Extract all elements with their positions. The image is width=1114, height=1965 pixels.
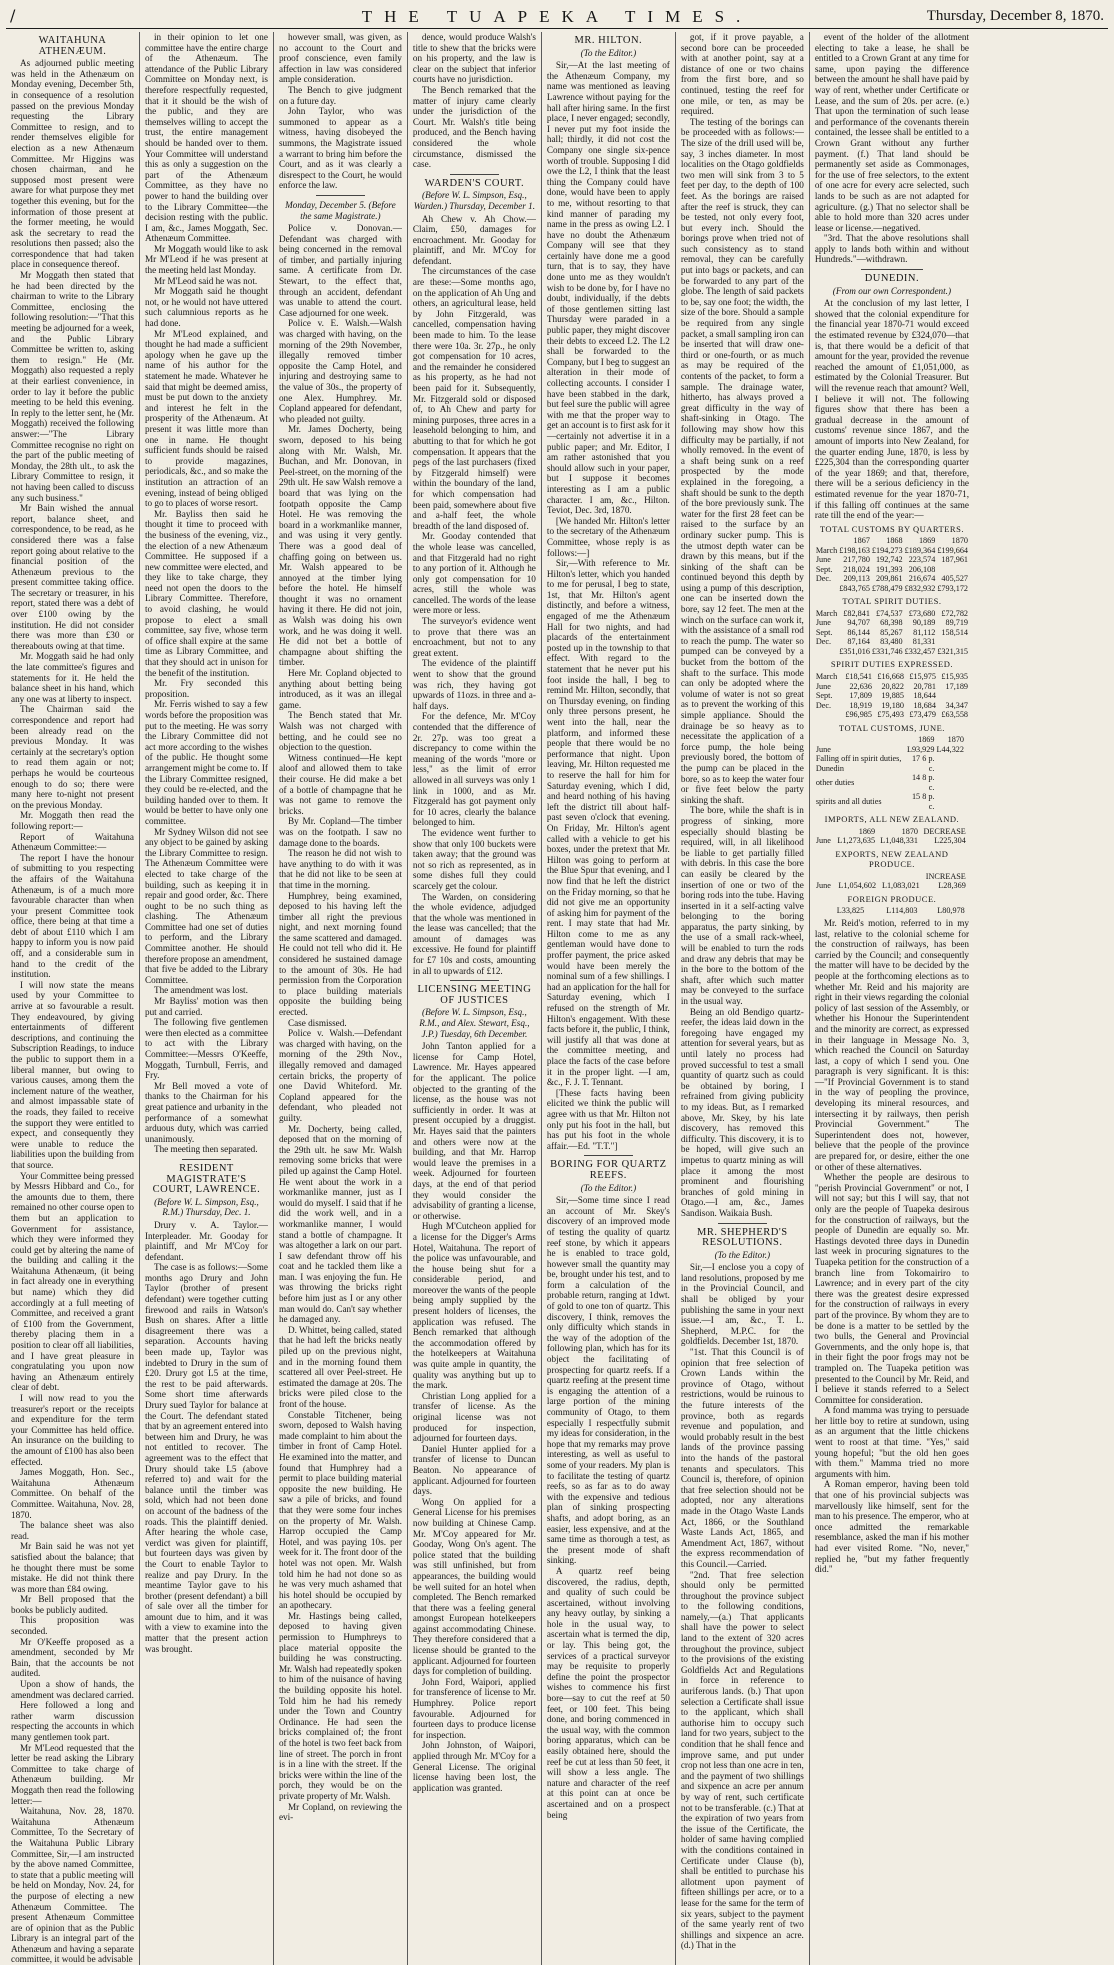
- table-cell: 17,189: [945, 681, 969, 691]
- table-cell: 22,636: [849, 681, 872, 691]
- table-cell: £75,493: [877, 710, 904, 719]
- table-header-cell: [815, 735, 904, 745]
- paragraph: Sir,—Some time since I read an account of Mr. Skey's discovery of an improved mode of testing the quality of quartz reef stone, by which it appears he is enabled to trace gold, however small the quantity may be, brought under his test, and to form a calculation of the probable return, ranging at 1dwt. of gold to one ton of quartz. This discovery, I think, removes the only difficulty which stands in the way of the adoption of the following plan, which has for its object the facilitating of prospecting for quartz reefs. If a quartz reefing at the present time is engaging the attention of a large portion of the mining community of Otago, to them especially I respectfully submit my ideas for consideration, in the hope that my remarks may prove interesting, as well as useful to some of your readers. My plan is to facilitate the testing of quartz reefs, so as far as to do away with the expensive and tedious plan of sinking prospecting shafts, and adopt boring, as an easier, less expensive, and at the same time as thorough a test, as the present mode of shaft sinking.: [546, 1195, 670, 1566]
- table-header-cell: 1870: [951, 536, 969, 546]
- section-rule: [718, 1223, 767, 1224]
- table-cell: 19,180: [881, 700, 904, 710]
- table-header-cell: 1868: [886, 536, 903, 546]
- table-cell: 86,144: [847, 627, 870, 637]
- table-cell: £15,975: [909, 672, 936, 681]
- paragraph: D. Whittet, being called, stated that he had left the bricks neatly piled up on the previous night, and in the morning found them scattered all over Peel-street. He estimated the damage at 20s. The bricks were piled close to the front of the house.: [278, 1324, 402, 1409]
- statistics-table: [815, 827, 969, 846]
- article-heading: LICENSING MEETING OF JUSTICES: [417, 984, 532, 1006]
- paragraph: John Ford, Waipori, applied for transference of license to Mr. Humphrey. Police report favourable. Adjourned for fourteen days to produce license for inspection.: [412, 1676, 536, 1740]
- paragraph: The evidence of the plaintiff went to show that the ground was rich, they having got upwards of 11ozs. in three and a-half days.: [412, 658, 536, 711]
- table-cell: [936, 637, 969, 647]
- table-cell: £331,746: [871, 646, 903, 656]
- table-header-cell: 1867: [853, 536, 870, 546]
- issue-date: Thursday, December 8, 1870.: [926, 8, 1104, 24]
- paragraph: Mr. Ferris wished to say a few words before the proposition was put to the meeting. He was sorry the Library Committee did not act more according to the wishes of the public. He thought some arrangement might be come to. If the Library Committee resigned, they could be re-elected, and the building handed over to them. It would be better to have only one committee.: [144, 699, 268, 826]
- paragraph: [We handed Mr. Hilton's letter to the secretary of the Athenæum Committee, whose reply is as follows:—]: [546, 515, 670, 558]
- table-cell: 94,707: [847, 618, 870, 628]
- article-subheading: (To the Editor.): [714, 1249, 771, 1260]
- table-cell: 81,112: [913, 627, 936, 637]
- table-row: [815, 637, 969, 647]
- statistics-table: [815, 672, 969, 720]
- paragraph: James Moggath, Hon. Sec., Waitahuna Athenæum Committee. On behalf of the Committee. Waitahuna, Nov. 28, 1870.: [11, 1467, 134, 1520]
- paragraph: Your Committee being pressed by Messrs Hibbard and Co., for the amounts due to them, there remained no other course open to them but an application to Government for assistance, which they were informed they could get by altering the name of the building and calling it the Waitahuna Athenæum, (it being in fact already one in everything but name) which they did accordingly at a full meeting of Committee, and received a grant of £100 from the Government, thereby placing them in a position to clear off all liabilities, and I have great pleasure in congratulating you upon now having an Athenæum entirely clear of debt.: [11, 1170, 134, 1393]
- statistics-table: [815, 536, 969, 593]
- column-5: [542, 32, 676, 1965]
- table-cell: 68,398: [880, 618, 903, 628]
- table-cell: L1,273,635: [837, 836, 876, 846]
- paragraph: Mr. Reid's motion, referred to in my last, relative to the colonial scheme for the construction of railways, has been carried by the Council; and consequently the matter will have to be decided by the people at the forthcoming elections as to whether Mr. Reid and his majority are right in their views regarding the colonial policy of last session of the Assembly, or whether his Honour the Superintendent and the minority are correct, as expressed in their language in Message No. 3, which reached the Council on Saturday last, a copy of which I send you. One paragraph is very significant. It is this:—"If Provincial Government is to stand in the way of peopling the province, developing its mineral resources, and intersecting it by railways, then perish Provincial Government." The Superintendent does not, however, believe that the people of the province are prepared for, or desire, either the one or other of these alternatives.: [814, 917, 970, 1172]
- table-header-cell: INCREASE: [925, 871, 966, 881]
- table-cell: £63,558: [941, 710, 969, 719]
- table-cell: L1,054,602: [838, 881, 877, 891]
- paragraph: Here followed a long and rather warm discussion respecting the accounts in which many gentlemen took part.: [11, 1700, 134, 1742]
- table-cell: 18,684: [913, 700, 936, 710]
- article-subheading: (From our own Correspondent.): [832, 285, 952, 296]
- paragraph: in their opinion to let one committee have the entire charge of the Athenæum. The attendance of the Public Library Committee on Monday next, is therefore respectfully requested, that it it should be the wish of the public, and they are themselves willing to accept the trust, the entire management should be handed over to them. Your Committee will understand this as only a suggestion on the part of the Athenæum Committee, as they have no power to hand the building over to the Library Committee—the decision resting with the public. I am, &c., James Moggath, Sec. Athenæum Committee.: [144, 32, 268, 244]
- article-subheading: (Before W. L. Simpson, Esq., R.M., and Alex. Stewart, Esq., J.P.) Tuesday, 6th December.: [419, 1007, 530, 1039]
- table-row: [815, 691, 969, 701]
- table-cell: Sept.: [815, 564, 833, 574]
- table-cell: L114,803: [886, 906, 918, 916]
- table-row: [815, 574, 969, 584]
- table-cell: [815, 647, 838, 657]
- article-heading: BORING FOR QUARTZ REEFS.: [550, 1159, 667, 1181]
- table-cell: 405,527: [941, 574, 969, 584]
- paragraph: Christian Long applied for a transfer of license. As the original license was not produced for inspection, adjourned for fourteen days.: [412, 1390, 536, 1444]
- paragraph: Police v. Walsh.—Defendant was charged with having, on the morning of the 29th Nov., illegally removed and damaged certain bricks, the property of one David Whiteford. Mr. Copland appeared for the defendant, who pleaded not guilty.: [278, 1028, 402, 1123]
- paragraph: This proposition was seconded.: [11, 1615, 134, 1637]
- table-cell: £832,932: [904, 583, 936, 593]
- table-caption: TOTAL SPIRIT DUTIES.: [842, 596, 942, 607]
- paragraph: got, if it prove payable, a second bore can be proceeded with at another point, say at a distance of one or two chains from the first bore, and so continued, testing the reef for one mile, or ten, as may be required.: [680, 32, 804, 117]
- paragraph: Mr. Docherty, being called, deposed that on the morning of the 29th ult. he saw Mr. Walsh removing some bricks that were piled up against the Camp Hotel. He went about the work in a workmanlike manner, just as I would do myself. I said that if he did the work well, and in a workmanlike manner, I would stand a bottle of champagne. It was altogether a lark on our part. I saw defendant throw off his coat and he tackled them like a man. I was enjoying the fun. He was throwing the bricks right before him just as I or any other man would do. Can't say whether he damaged any.: [278, 1123, 402, 1325]
- table-cell: Falling off in spirit duties, Dunedin: [815, 754, 902, 773]
- table-cell: June: [815, 555, 831, 565]
- paragraph: The following five gentlemen were then elected as a committee to act with the Library Committee:—Messrs O'Keeffe, Moggath, Turnbull, Ferris, and Fry.: [144, 1017, 268, 1081]
- paragraph: Mr M'Leod said he was not.: [153, 275, 258, 286]
- paragraph: The Bench to give judgment on a future day.: [278, 84, 402, 106]
- table-row: [815, 701, 969, 711]
- table-header-cell: 1870: [947, 735, 964, 745]
- table-cell: Dec.: [815, 700, 832, 710]
- article-heading: MR. HILTON.: [574, 35, 643, 46]
- table-header-row: [815, 827, 969, 837]
- table-header-row: [815, 872, 969, 882]
- table-caption: FOREIGN PRODUCE.: [847, 893, 937, 904]
- paragraph: Whether the people are desirous to "perish Provincial Government" or not, I will not say; but this I will say, that not only are the people of Tuapeka desirous for the construction of railways, but the people of Dunedin are equally so. Mr. Hastings devoted three days in Dunedin last week in procuring signatures to the Tuapeka petition for the construction of a branch line from Tokomairiro to Lawrence; and in every part of the city there was the greatest desire expressed for the construction of railways in every part of the province. By whom they are to be done is a matter to be settled by the two bulls, the General and Provincial Governments, and the only hope is, that in their fight the poor frogs may not be trampled on. The Tuapeka petition was presented to the Council by Mr. Reid, and I believe it stands referred to a Select Committee for consideration.: [814, 1172, 970, 1405]
- section-rule: [861, 269, 923, 270]
- table-cell: 206,108: [908, 564, 936, 574]
- paragraph: The testing of the borings can be proceeded with as follows:—The size of the drill used will be, say, 3 inches diameter. In most localities on the Otago goldfields two men will sink from 3 to 5 feet per day, to the depth of 100 feet. As the borings are raised after the reef is struck, they can be tested, not only every foot, but every inch. Should the borings prove when tried not of such consistency as to stand removal, they can be carefully put into bags or packets, and can be forwarded to any part of the globe. The length of said packets to be, say one foot; the width, the size of the bore. Should a sample be required from any single packet, a small sampling iron can be inserted that will draw one-third or one-fourth, or as much as may be required of the contents of the packet, to form a sample. The drainage water, hitherto, has always proved a great difficulty in the way of shaft-sinking in Otago. The following may show how this difficulty may be partially, if not wholly removed. In the event of a shaft being sunk on a reef prospected by the mode explained in the foregoing, a shaft should be sunk to the depth of the bore previously sunk. The water for the first 28 feet can be raised to the surface by an ordinary sucker pump. This is the utmost depth water can be drawn by this means, but if the sinking of the shaft can be continued beyond this depth by using a pump of this description, one can be inserted down the bore, say 12 feet. The men at the winch on the surface can work it, with the assistance of a small rod to reach the pump. The water so pumped can be conveyed by a bucket from the bottom of the shaft to the surface. This mode can only be adopted where the volume of water is not so great as to prevent the working of this simple appliance. Should the drainage be so heavy as to necessitate the application of a force pump, the hole being previously bored, the bottom of the pump can be placed in the bore, so as to keep the water four or five feet below the party sinking the shaft.: [680, 116, 804, 805]
- paragraph: Mr Bell proposed that the books be publicly audited.: [11, 1594, 134, 1615]
- table-cell: 209,861: [876, 574, 903, 584]
- table-cell: March: [815, 545, 838, 555]
- section-rule: [450, 980, 499, 981]
- paragraph: John Johnston, of Waipori, applied through Mr. M'Coy for a General License. The original license having been lost, the application was granted.: [412, 1740, 536, 1793]
- table-cell: 18,919: [849, 700, 872, 710]
- paragraph: [These facts having been elicited we think the public will agree with us that Mr. Hilton not only put his foot in the hall, but has put his foot in the whole affair.—Ed. "T.T."]: [546, 1087, 670, 1151]
- paragraph: Mr M'Leod explained, and thought he had made a sufficient apology when he gave up the name of his author for the statement he made. Whatever he said that might be deemed amiss, must be put down to the anxiety and interest he felt in the prosperity of the Athenæum. At present it was little more than one in name. He thought sufficient funds should be raised to provide magazines, periodicals, &c., and so make the institution an attraction of an evening, instead of being obliged to go to places of worse resort.: [144, 328, 268, 509]
- paragraph: "2nd. That free selection should only be permitted throughout the province subject to the following conditions, namely,—(a.) That applicants shall have the power to select land to the extent of 320 acres throughout the province, subject to the provisions of the existing Goldfields Act and Regulations in force in reference to auriferous lands. (b.) That upon selection a Certificate shall issue to the applicant, which shall authorise him to occupy such land for two years, subject to the condition that he shall fence and improve same, and put under crop not less than one acre in ten, and the payment of two shillings and sixpence an acre per annum by way of rent, such certificate not to be transferable. (c.) That at the expiration of two years from the issue of the Certificate, the holder of same having complied with the conditions contained in Certificate under Clause (b), shall be entitled to purchase his allotment upon payment of fifteen shillings per acre, or to a lease for the same for the term of six years, subject to the payment of the same yearly rent of two shillings and sixpence an acre. (d.) That in the: [680, 1569, 804, 1951]
- table-cell: Dec.: [815, 574, 832, 584]
- table-row: [815, 682, 969, 692]
- table-cell: 191,393: [876, 564, 903, 574]
- paragraph: The Chairman said the correspondence and report had been already read on the previous Monday. It was certainly at the secretary's option to read them again or not; perhaps he would be courteous enough to do so; there were many here to-night not present on the previous Monday.: [11, 704, 134, 810]
- table-row: [815, 792, 969, 811]
- table-cell: March: [815, 608, 838, 618]
- paragraph: For the defence, Mr. M'Coy contended that the difference of 2r. 27p. was too great a discrepancy to come within the meaning of the words "more or less," as the limit of error allowed in all surveys was only 1 link in 1000, and as Mr. Fitzgerald has got payment only for 10 acres, clearly the balance belonged to him.: [412, 711, 536, 828]
- table-cell: £199,664: [937, 545, 969, 555]
- table-cell: spirits and all duties: [815, 796, 882, 806]
- paragraph: Case dismissed.: [287, 1017, 347, 1028]
- paragraph: Mr Moggath said he thought not, or he would not have uttered such calumnious reports as he had done.: [144, 286, 268, 329]
- table-cell: £15,935: [941, 672, 969, 681]
- table-cell: 34,347: [945, 700, 969, 710]
- paragraph: Police v. Donovan.—Defendant was charged with being concerned in the removal of timber, and partially injuring same. A certificate from Dr. Stewart, to the effect that, through an accident, defendant was unable to attend the court. Case adjourned for one week.: [278, 223, 402, 318]
- paragraph: Mr. Bayliss then said he thought it time to proceed with the business of the evening, viz., the election of a new Athenæum Committee. He supposed if a new committee were elected, and they like to take charge, they need not open the doors to the Library Committee. Therefore, to avoid clashing, he would propose to elect a small committee, say five, whose term of office shall expire at the same time as Library Committee, and that they should act in unison for the benefit of the institution.: [144, 508, 268, 678]
- paragraph: Sir,—With reference to Mr. Hilton's letter, which you handed to me for perusal, I beg to state, 1st, that Mr. Hilton's agent distinctly, and before a witness, engaged of me the Athenæum Hall for two nights, and had placards of the entertainment posted up in the township to that effect. With regard to the statement that he never put his foot inside the hall, I beg to remind Mr. Hilton, secondly, that on Thursday evening, on finding only three persons present, he went into the hall, near the platform, and informed these people that there would be no performance that night. Upon leaving, Mr. Hilton requested me to reserve the hall for him for Saturday evening, which I did, and heard nothing of his having left the district till about half-past seven o'clock that evening. On Friday, Mr. Hilton's agent called with a vehicle to get his boxes, under the pretext that Mr. Hilton was going to perform at the Blue Spur that evening, and I now find that he left the district on the Friday morning, so that he did not give me an opportunity of asking him for payment of the rent. I may state that had Mr. Hilton come to me as any gentleman would have done to proffer payment, the price asked would have been merely the nominal sum of a few shillings. I had an application for the hall for Saturday evening, which I refused on the strength of Mr. Hilton's engagement. With these facts before it, the public, I think, will justify all that was done at the committee meeting, and place the facts of the case before it in the proper light. —I am, &c., F. J. T. Tennant.: [546, 558, 670, 1088]
- table-row: [815, 565, 969, 575]
- table-cell: [935, 773, 965, 792]
- table-cell: [967, 881, 969, 891]
- table-cell: 209,113: [843, 574, 870, 584]
- paragraph: The case is as follows:—Some months ago Drury and John Taylor (brother of present defendant) were together cutting firewood and rails in Watson's Bush on shares. After a little disagreement there was a separation. Accounts having been made up, Taylor was indebted to Drury in the sum of £20. Drury got L5 at the time, the rest to be paid afterwards. Some short time afterwards Drury sued Taylor for balance at the Court. The defendant stated that by an agreement entered into between him and Drury, he was not entitled to recover. The agreement was to the effect that Drury should take L5 (above referred to) and wait for the balance until the timber was sold, which had not been done on account of the badness of the roads. This the plaintiff denied. After hearing the whole case, verdict was given for plaintiff, but fourteen days was given by the Court to enable Taylor to realize and pay Drury. In the meantime Taylor gave to his brother (present defendant) a bill of sale over all the timber for amount due to him, and it was with a view to examine into the matter that the present action was brought.: [144, 1262, 268, 1654]
- paragraph: however small, was given, as no account to the Court and proof conscience, even family affection in law was considered ample consideration.: [278, 32, 402, 85]
- table-cell: L28,369: [938, 881, 966, 891]
- table-row: [815, 710, 969, 720]
- paragraph: "3rd. That the above resolutions shall apply to lands both within and without Hundreds."—withdrawn.: [814, 233, 970, 265]
- paragraph: A Roman emperor, having been told that one of his provincial subjects was marvellously like himself, sent for the man to his presence. The emperor, who at once admitted the remarkable resemblance, asked the man if his mother had ever visited Rome. "No, never," replied he, "but my father frequently did.": [814, 1479, 970, 1575]
- article-heading: RESIDENT MAGISTRATE'S COURT, LAWRENCE.: [152, 1162, 261, 1196]
- table-cell: 216,674: [908, 574, 936, 584]
- paragraph: Mr. Hastings being called, deposed to having given permission to Humphreys to place material opposite the building he was constructing. Mr. Walsh had repeatedly spoken to him of the nuisance of having the building opposite his hotel. Told him he had his remedy under the Town and Country Ordinance. He had seen the bricks complained of; the front of the hotel is two feet back from line of street. The porch in front is in a line with the street. If the bricks were within the line of the porch, they would be on the private property of Mr. Walsh.: [278, 1610, 402, 1801]
- article-subheading: (Before W. L. Simpson, Esq., R.M.) Thursday, Dec. 1.: [154, 1196, 259, 1218]
- table-row: [815, 618, 969, 628]
- table-cell: £73,680: [908, 608, 936, 618]
- table-header-cell: [815, 827, 833, 837]
- table-header-cell: 1869: [858, 826, 876, 836]
- paragraph: The surveyor's evidence went to prove that there was an encroachment, but not to any great extent.: [412, 616, 536, 658]
- paragraph: Mr Sydney Wilson did not see any object to be gained by asking the Library Committee to resign. The Athenæum Committee were elected to take charge of the building, such as keeping it in repair and good order, &c. There ought to be no such thing as clashing. The Athenæum Committee had one set of duties to perform, and the Library Committee another. He should therefore propose an amendment, that five be added to the Library Committee.: [144, 826, 268, 985]
- table-caption: TOTAL CUSTOMS BY QUARTERS.: [819, 523, 964, 534]
- paragraph: John Tanton applied for a license for Camp Hotel, Lawrence. Mr. Hayes appeared for the applicant. The police objected to the granting of the license, as the house was not sufficiently in order. It was at present occupied by a druggist. Mr. Hayes said that the painters and others were now at the building, and that Mr. Harrop would leave the premises in a week. Adjourned for fourteen days, at the end of that period they would consider the advisability of granting a license, or otherwise.: [412, 1041, 536, 1221]
- paragraph: The report I have the honour of submitting to you respecting the affairs of the Waitahuna Athenæum, is of a much more favourable character than when your present Committee took office, there being at that time a debt of about £110 which I am happy to inform you is now paid off, and a considerable sum in hand to the credit of the institution.: [11, 852, 134, 980]
- paragraph: The bore, while the shaft is in progress of sinking, more especially should blasting be required, will, in all likelihood be liable to get partially filled with debris. In this case the bore can easily be cleared by the insertion of one or two of the boring rods into the tube. Having inserted in it a self-acting valve belonging to the boring apparatus, the party sinking, by the use of a small rack-wheel, will be enabled to turn the rods and draw any debris that may be in the bore to the bottom of the shaft, after which such matter may be conveyed to the surface in the usual way.: [680, 805, 804, 1007]
- paragraph: At the conclusion of my last letter, I showed that the colonial expenditure for the financial year 1870-71 would exceed the estimated revenue by £324,070—that is, that there would be a deficit of that amount for the year, provided the revenue reached the amount of £1,051,000, as estimated by the Colonial Treasurer. But will the revenue reach that amount? Well, I believe it will not. The following figures show that there has been a gradual decrease in the amount of customs' revenue since 1867, and the amount of imports into New Zealand, for the quarter ending June, 1870, is less by £225,304 than the corresponding quarter of the year 1869; and that, therefore, there will be a serious deficiency in the estimated revenue for the year 1870-71, if this falling off continues at the same rate till the end of the year:—: [814, 298, 970, 521]
- table-cell: £843,765: [839, 583, 870, 593]
- table-cell: [935, 754, 965, 773]
- paragraph: Daniel Hunter applied for a transfer of license to Duncan Beaton. No appearance of applicant. Adjourned for fourteen days.: [412, 1443, 536, 1497]
- column-7: [810, 32, 974, 1965]
- paragraph: Constable Titchener, being sworn, deposed to Walsh having made complaint to him about the timber in front of Camp Hotel. He examined into the matter, and found that Humphrey had a permit to place building material opposite the new building. He saw a pile of bricks, and found that they were some four inches on the property of Mr. Walsh. Harrop occupied the Camp Hotel, and was paying 10s. per week for it. The front door of the hotel was not open. Mr. Walsh told him he had not done so as he was very much ashamed that his hotel should be occupied by an apothecary.: [278, 1409, 402, 1611]
- table-cell: 20,822: [881, 681, 904, 691]
- paragraph: The amendment was lost.: [153, 985, 248, 996]
- paragraph: By Mr. Copland—The timber was on the footpath. I saw no damage done to the boards.: [278, 816, 402, 848]
- table-row: [815, 609, 969, 619]
- table-cell: 20,781: [913, 681, 936, 691]
- table-cell: 85,267: [880, 627, 903, 637]
- paragraph: Waitahuna, Nov. 28, 1870. Waitahuna Athenæum Committee, To the Secretary of the Waitahuna Public Library Committee, Sir,—I am instructed by the above named Committee, to state that a public meeting will be held on Monday, Nov. 24, for the purpose of electing a new Athenæum Committee. The present Athenæum Committee are of opinion that as the Public Library is an integral part of the Athenæum and having a separate committee, it would be advisable: [11, 1806, 134, 1965]
- table-row: [815, 745, 969, 755]
- paragraph: The evidence went further to show that only 100 buckets were taken away; that the ground was not so rich as represented, as in some dishes full they could scarcely get the colour.: [412, 827, 536, 891]
- table-cell: March: [815, 672, 838, 681]
- paragraph: I will now read to you the treasurer's report or the receipts and expenditure for the term your Committee has held office. An insurance on the building to the amount of £100 has also been effected.: [11, 1393, 134, 1467]
- table-cell: £73,479: [909, 710, 936, 719]
- table-cell: 17,809: [849, 691, 872, 700]
- table-header-cell: [967, 827, 969, 837]
- table-cell: 218,024: [843, 564, 870, 574]
- article-heading: MR. SHEPHERD'S RESOLUTIONS.: [697, 1226, 788, 1249]
- table-cell: 87,164: [847, 637, 870, 647]
- table-cell: £351,016: [839, 646, 870, 656]
- table-row: [815, 754, 969, 773]
- paragraph: I will now state the means used by your Committee to arrive at so favourable a result. They endeavoured, by giving entertainments of different descriptions, and continuing the Subscription Readings, to induce the public to support them in a liberal manner, but owing to various causes, among them the inclement nature of the weather, and almost impassable state of the roads, they failed to receive the support they were entitled to expect, and consequently they were unable to reduce the liabilities upon the building from that source.: [11, 979, 134, 1170]
- table-cell: £189,364: [904, 545, 936, 555]
- section-rule: [450, 174, 499, 175]
- table-cell: 223,574: [908, 555, 936, 565]
- table-cell: £16,668: [877, 672, 904, 681]
- paragraph: Ah Chew v. Ah Chow.—Claim, £50, damages for encroachment. Mr. Gooday for plaintiff, and Mr. M'Coy for defendant.: [412, 213, 536, 266]
- paragraph: Mr. Moggath then read the following report:—: [11, 810, 134, 831]
- table-row: [815, 881, 969, 891]
- paragraph: Mr Moggath would like to ask Mr M'Leod if he was present at the meeting held last Monday.: [144, 243, 268, 276]
- table-cell: 15 8 p. c.: [911, 792, 935, 811]
- paragraph: Mr Bell moved a vote of thanks to the Chairman for his great patience and urbanity in the performance of a somewhat arduous duty, which was carried unanimously.: [144, 1080, 268, 1144]
- paragraph: Police v. E. Walsh.—Walsh was charged with having, on the morning of the 29th November, illegally removed timber opposite the Camp Hotel, and injuring and destroying same to the value of 30s., the property of one Alex. Humphrey. Mr. Copland appeared for defendant, who pleaded not guilty.: [278, 318, 402, 424]
- table-cell: Sept.: [815, 627, 833, 637]
- table-row: [815, 555, 969, 565]
- table-caption: TOTAL CUSTOMS, JUNE.: [838, 722, 945, 733]
- table-cell: 90,189: [912, 618, 936, 628]
- table-cell: 187,961: [941, 555, 969, 565]
- paragraph: Hugh M'Cutcheon applied for a license for the Digger's Arms Hotel, Waitahuna. The report of the police was unfavourable, and the house being shut for a considerable period, and moreover the wants of the people being amply supplied by the present holders of licenses, the application was refused. The Bench remarked that although the accommodation offered by the hotelkeepers at Waitahuna was quite ample in quantity, the quality was anything but up to the mark.: [412, 1221, 536, 1391]
- table-cell: [937, 691, 969, 701]
- paragraph: Mr Bain wished the annual report, balance sheet, and correspondence, to be read, as he considered there was a false report going about relative to the financial position of the Athenæum previous to the present committee taking office. The secretary or treasurer, in his report, stated there was a debt of over £100 owing by the institution. He did not consider there was more than £30 or thereabouts owing at that time.: [11, 503, 134, 651]
- table-cell: 14 8 p. c.: [911, 773, 935, 792]
- paragraph: Humphrey, being examined, deposed to his having left the timber all right the previous night, and next morning found the same scattered and damaged. He could not tell who did it. He considered he sustained damage to the amount of 30s. He had permission from the Corporation to place building materials opposite the building being erected.: [278, 890, 402, 1018]
- paragraph: A fond mamma was trying to persuade her little boy to retire at sundown, using as an argument that the little chickens went to roost at that time. "Yes," said young hopeful; "but the old hen goes with them." Mamma tried no more arguments with him.: [814, 1405, 970, 1479]
- table-cell: 17 6 p. c.: [911, 754, 935, 773]
- paragraph: Mr. Fry seconded this proposition.: [144, 678, 268, 699]
- article-heading: WAITAHUNA ATHENÆUM.: [38, 35, 107, 57]
- table-cell: Dec.: [815, 637, 832, 647]
- paragraph: Mr O'Keeffe proposed as a amendment, seconded by Mr Bain, that the accounts be not audited.: [11, 1636, 134, 1679]
- table-row: [815, 546, 969, 556]
- paragraph: Sir,—I enclose you a copy of land resolutions, proposed by me in the Provincial Council, and shall be obliged by your publishing the same in your next issue.—I am, &c., T. L. Shepherd, M.P.C. for the goldfields. December 1st, 1870.: [680, 1262, 804, 1347]
- paragraph: Mr Bain said he was not yet satisfied about the balance; that he thought there must be some mistake. He did not think there was more than £84 owing.: [11, 1541, 134, 1594]
- table-header-cell: 1870: [901, 826, 918, 836]
- table-row: [815, 647, 969, 657]
- paragraph: Mr M'Leod requested that the letter be read asking the Library Committee to take charge of Athenæum building. Mr Moggath then read the following letter:—: [11, 1742, 134, 1806]
- table-cell: £793,172: [937, 583, 969, 593]
- table-cell: £194,273: [871, 545, 903, 555]
- table-row: [815, 906, 969, 916]
- newspaper-title: THE TUAPEKA TIMES.: [361, 7, 753, 26]
- paragraph: Witness continued—He kept aloof and allowed them to take their course. He did make a bet of a bottle of champagne that he was not game to remove the bricks.: [278, 752, 402, 816]
- paragraph: Upon a show of hands, the amendment was declared carried.: [11, 1679, 134, 1700]
- paragraph: event of the holder of the allotment electing to take a lease, he shall be entitled to a Crown Grant at any time for same, upon paying the difference between the amount he shall have paid by way of rent, whether under Certificate or Lease, and the sum of 20s. per acre. (e.) That upon the termination of such lease and performance of the covenants therein contained, the lessee shall be entitled to a Crown Grant without any further payment. (f.) That land should be permanently set aside as Commonages, for the use of free selectors, to the extent of one acre for every acre selected, such lands to be such as are not adapted for agriculture. (g.) That no selector shall be able to hold more than 320 acres under lease or license.—negatived.: [814, 32, 970, 233]
- article-heading: WARDEN'S COURT.: [424, 177, 525, 189]
- table-row: [815, 672, 969, 682]
- statistics-table: [815, 906, 969, 916]
- column-3: [274, 32, 408, 1965]
- table-cell: 18,644: [913, 691, 936, 700]
- paragraph: Sir,—At the last meeting of the Athenæum Company, my name was mentioned as leaving Lawrence without paying for the hall after hiring same. In the first place, I never engaged; secondly, I never put my foot inside the hall; thirdly, it did not cost the Company one single six-pence worth of trouble. Supposing I did owe the L2, I think that the least thing the Company could have done, would have been to apply to me, without resorting to that kind manner of parading my name in the press as owing L2. I have no doubt the Athenæum Company will see that they certainly have done me a good turn, that is to say, they have done unto me as they wouldn't wish to be done by, for I have no doubt, individually, if the debts of those gentlemen sitting last Thursday were paraded in a public paper, they might discover their debts to exceed L2. The L2 shall be forwarded to the Company, but I beg to suggest an alteration in their mode of collecting accounts. I consider I have been stabbed in the dark, but feel sure the public will agree with me that the proper way to get an account is to first ask for it—certainly not advertise it in a public paper; and Mr. Editor, I am rather astonished that you should allow such in your paper, but I suppose it becomes interesting as I am a public character. I am, &c., Hilton. Teviot, Dec. 3rd, 1870.: [546, 60, 670, 516]
- paragraph: Here Mr. Copland objected to anything about betting being introduced, as it was an illegal game.: [278, 668, 402, 710]
- column-4: [408, 32, 542, 1965]
- table-cell: L80,978: [937, 906, 965, 916]
- table-cell: [815, 710, 841, 720]
- section-rule: [584, 1155, 633, 1156]
- paragraph: "1st. That this Council is of opinion that free selection of Crown Lands within the province of Otago, without restrictions, would be ruinous to the future interests of the province, both as regards revenue and population, and would probably result in the best lands of the province passing into the hands of the pastoral tenants and speculators. This Council is, therefore, of opinion that free selection should not be adopted, nor any alterations made in the Otago Waste Lands Act, 1866, or the Southland Waste Lands Act, 1865, and Amendment Act, 1867, without the express recommendation of this Council.—Carried.: [680, 1347, 804, 1569]
- table-header-row: [815, 536, 969, 546]
- table-header-cell: 1869: [918, 735, 935, 745]
- table-cell: [967, 745, 969, 755]
- table-cell: June: [815, 881, 831, 891]
- paragraph: Mr. Gooday contended that the whole lease was cancelled, and that Fitzgerald had no right to any portion of it. Although he only got compensation for 10 acres, still the whole was cancelled. The words of the lease were more or less.: [412, 531, 536, 616]
- article-subheading: (Before W. L. Simpson, Esq., Warden.) Thursday, December 1.: [413, 190, 536, 211]
- statistics-table: [815, 735, 969, 811]
- masthead: [6, 6, 1108, 29]
- corner-mark: /: [10, 6, 16, 25]
- table-cell: £18,541: [845, 672, 872, 681]
- table-cell: 89,719: [945, 618, 969, 628]
- paragraph: The Bench stated that Mr. Walsh was not charged with betting, and he could see no objection to the question.: [278, 710, 402, 753]
- column-1: [6, 32, 140, 1965]
- paragraph: Report of Waitahuna Athenæum Committee:—: [11, 831, 134, 853]
- table-cell: [967, 836, 969, 846]
- column-2: [140, 32, 274, 1965]
- table-header-cell: 1869: [918, 536, 936, 546]
- column-grid: [6, 32, 1108, 1965]
- table-cell: L93,929: [906, 744, 935, 754]
- table-row: [815, 773, 969, 792]
- table-cell: 158,514: [941, 627, 969, 637]
- paragraph: John Taylor, who was summoned to appear as a witness, having disobeyed the summons, the Magistrate issued a warrant to bring him before the Court, and as it was clearly a disrespect to the Court, he would enforce the law.: [278, 106, 402, 191]
- table-row: [815, 584, 969, 594]
- paragraph: Being an old Bendigo quartz-reefer, the ideas laid down in the foregoing have engaged my attention for several years, but as until lately no process had proved successful to test a small quantity of quartz such as could be obtained by boring, I refrained from giving publicity to my ideas. But, as I remarked above, Mr. Skey, by his late discovery, has removed this difficulty. This discovery, it is to be hoped, will give such an impetus to quartz mining as will place it among the most prominent and flourishing branches of gold mining in Otago.—I am, &c., James Sandison. Waikaia Bush.: [680, 1006, 804, 1218]
- table-cell: L225,304: [934, 836, 966, 846]
- table-header-cell: [967, 872, 969, 882]
- paragraph: Mr Moggath then stated that he had been directed by the chairman to write to the Library Committee, enclosing the following resolution:—"That this meeting be adjourned for a week, and the Public Library Committee be written to, asking them to resign." He (Mr. Moggath) also requested a reply at their earliest convenience, in order to lay it before the public meeting to be held this evening. In reply to the letter sent, he (Mr. Moggath) received the following answer:—"The Library Committee recognise no right on the part of the public meeting of Monday, the 28th ult., to ask the Library Committee to resign, it not having been called to discuss any such business.": [11, 270, 134, 503]
- table-cell: June: [815, 681, 831, 691]
- paragraph: As adjourned public meeting was held in the Athenæum on Monday evening, December 5th, in consequence of a resolution passed on the previous Monday requesting the Library Committee to resign, and to render themselves eligible for election as a new Athenæum Committee. Mr Higgins was chosen chairman, and he supposed most present were aware for what purpose they met together this evening, but for the information of those present at the former meeting, he would ask the secretary to read the resolutions then passed; also the correspondence that had taken place in consequence thereof.: [11, 58, 134, 270]
- table-cell: £82,841: [843, 608, 870, 618]
- table-cell: L1,083,021: [881, 881, 920, 891]
- section-rule: [316, 195, 365, 196]
- paragraph: dence, would produce Walsh's title to shew that the bricks were on his property, and the law is clear on the subject that inferior courts have no jurisdiction.: [412, 32, 536, 85]
- table-row: [815, 628, 969, 638]
- table-header-cell: [877, 872, 921, 882]
- paragraph: Mr Copland, on reviewing the evi-: [278, 1801, 402, 1823]
- table-cell: [815, 584, 838, 594]
- table-cell: £321,315: [937, 646, 969, 656]
- table-caption: IMPORTS, ALL NEW ZEALAND.: [824, 814, 960, 825]
- paragraph: The meeting then separated.: [153, 1144, 258, 1155]
- article-subheading: (To the Editor.): [580, 47, 637, 58]
- paragraph: The Warden, on considering the whole evidence, adjudged that the whole was mentioned in the lease was cancelled; that the amount of damages was excessive. He found for plaintiff for £7 10s and costs, amounting in all to upwards of £12.: [412, 891, 536, 976]
- table-row: [815, 836, 969, 846]
- table-cell: 192,742: [876, 555, 903, 565]
- paragraph: Mr Bayliss' motion was then put and carried.: [144, 996, 268, 1017]
- table-cell: [967, 792, 969, 811]
- paragraph: Mr. James Docherty, being sworn, deposed to his being along with Mr. Walsh, Mr. Buchan, and Mr. Donovan, in Peel-street, on the morning of the 29th ult. He saw Walsh remove a board that was lying on the footpath opposite the Camp Hotel. He was removing the board in a workmanlike manner, and was using it very gently. There was a good deal of chaffing going on between us. Mr. Walsh appeared to be annoyed at the timber lying before the hotel. He himself thought it was no ornament having it there. He did not join, as Walsh was doing his own work, and he was doing it well. He did not bet a bottle of champagne about shifting the timber.: [278, 424, 402, 668]
- article-subheading: Monday, December 5. (Before the same Magistrate.): [285, 199, 396, 221]
- table-cell: 217,780: [843, 555, 870, 565]
- statistics-table: [815, 872, 969, 891]
- statistics-table: [815, 609, 969, 657]
- table-cell: other duties: [815, 777, 855, 787]
- table-cell: L1,048,331: [880, 836, 918, 846]
- table-cell: £198,163: [839, 545, 870, 555]
- table-header-cell: DECREASE: [923, 826, 966, 836]
- table-cell: L33,825: [836, 906, 865, 916]
- table-cell: £96,985: [845, 710, 872, 719]
- table-cell: June: [815, 836, 831, 846]
- table-caption: SPIRIT DUTIES EXPRESSED.: [830, 659, 953, 670]
- table-cell: L44,322: [936, 744, 964, 754]
- paragraph: The balance sheet was also read.: [11, 1520, 134, 1541]
- table-cell: 81,331: [912, 637, 936, 647]
- table-cell: 83,480: [880, 637, 903, 647]
- paragraph: Mr. Moggath said he had only the late committee's figures and statements for it. He held the balance sheet in his hand, which any one was at liberty to inspect.: [11, 651, 134, 704]
- table-cell: [935, 792, 965, 811]
- article-heading: DUNEDIN.: [864, 273, 920, 285]
- paragraph: The Bench remarked that the matter of injury came clearly under the jurisdiction of the Court. Mr. Walsh's title being produced, and the Bench having considered the whole circumstance, dismissed the case.: [412, 84, 536, 170]
- table-cell: 19,885: [881, 691, 904, 700]
- table-cell: £74,537: [876, 608, 903, 618]
- table-caption: EXPORTS, NEW ZEALAND PRODUCE.: [835, 848, 949, 870]
- table-cell: £72,782: [941, 608, 969, 618]
- table-cell: Sept.: [815, 691, 833, 700]
- table-cell: June: [815, 744, 831, 754]
- paragraph: The circumstances of the case are these:—Some months ago, on the application of Ah Ung and others, an agricultural lease, held by John Fitzgerald, was cancelled, compensation having been made to him. To the lease there were 10a. 3r. 27p., he only got compensation for 10 acres, and the remainder he considered as his property, as he had not been paid for it. Subsequently, Mr. Fitzgerald sold or disposed of, to Ah Chew and party for mining purposes, three acres in a leasehold belonging to him, and abutting to that for which he got compensation. It appears that the pegs of the last purchasers (fixed by Fitzgerald himself) were within the boundary of the land, for which compensation had been paid, somewhere about five and a-half feet, the whole breadth of the land disposed of.: [412, 266, 536, 531]
- article-subheading: (To the Editor.): [580, 1182, 637, 1193]
- table-cell: June: [815, 618, 831, 628]
- column-6: [676, 32, 810, 1965]
- table-cell: £332,457: [904, 646, 936, 656]
- table-header-cell: [833, 872, 877, 882]
- paragraph: Wong On applied for a General License for his premises now building at Chinese Camp. Mr. M'Coy appeared for Mr. Gooday, Wong On's agent. The police stated that the building was still unfinished, but from appearances, the building would be well suited for an hotel when completed. The Bench remarked that there was a feeling general amongst European hotelkeepers against accommodating Chinese. They therefore considered that a license should be granted to the applicant. Adjourned for fourteen days for completion of building.: [412, 1496, 536, 1677]
- table-header-cell: [815, 536, 838, 546]
- paragraph: The reason he did not wish to have anything to do with it was that he did not like to be seen at that time in the morning.: [278, 848, 402, 890]
- table-cell: £788,479: [871, 583, 903, 593]
- table-header-cell: [815, 872, 834, 882]
- table-cell: [967, 773, 969, 792]
- table-cell: [966, 906, 969, 916]
- table-header-cell: [967, 735, 969, 745]
- paragraph: A quartz reef being discovered, the radius, depth, and quality of such could be ascertained, without involving any heavy outlay, by sinking a hole in the usual way, to ascertain what is termed the dip, or lay. This being got, the services of a practical surveyor may be requisite to properly define the point the prospector wishes to commence his first bore—say to cut the reef at 50 feet, or 100 feet. This being done, and boring commenced in the usual way, with the common boring apparatus, which can be easily obtained here, should the reef be cut at less than 50 feet, it will show a less angle. The nature and character of the reef at this point can at once be ascertained and on a prospect being: [546, 1565, 670, 1820]
- table-cell: [967, 754, 969, 773]
- table-header-row: [815, 735, 969, 745]
- table-cell: [936, 565, 969, 575]
- section-rule: [182, 1159, 231, 1160]
- paragraph: Drury v. A. Taylor.—Interpleader. Mr. Gooday for plaintiff, and Mr M'Coy for defendant.: [144, 1219, 268, 1262]
